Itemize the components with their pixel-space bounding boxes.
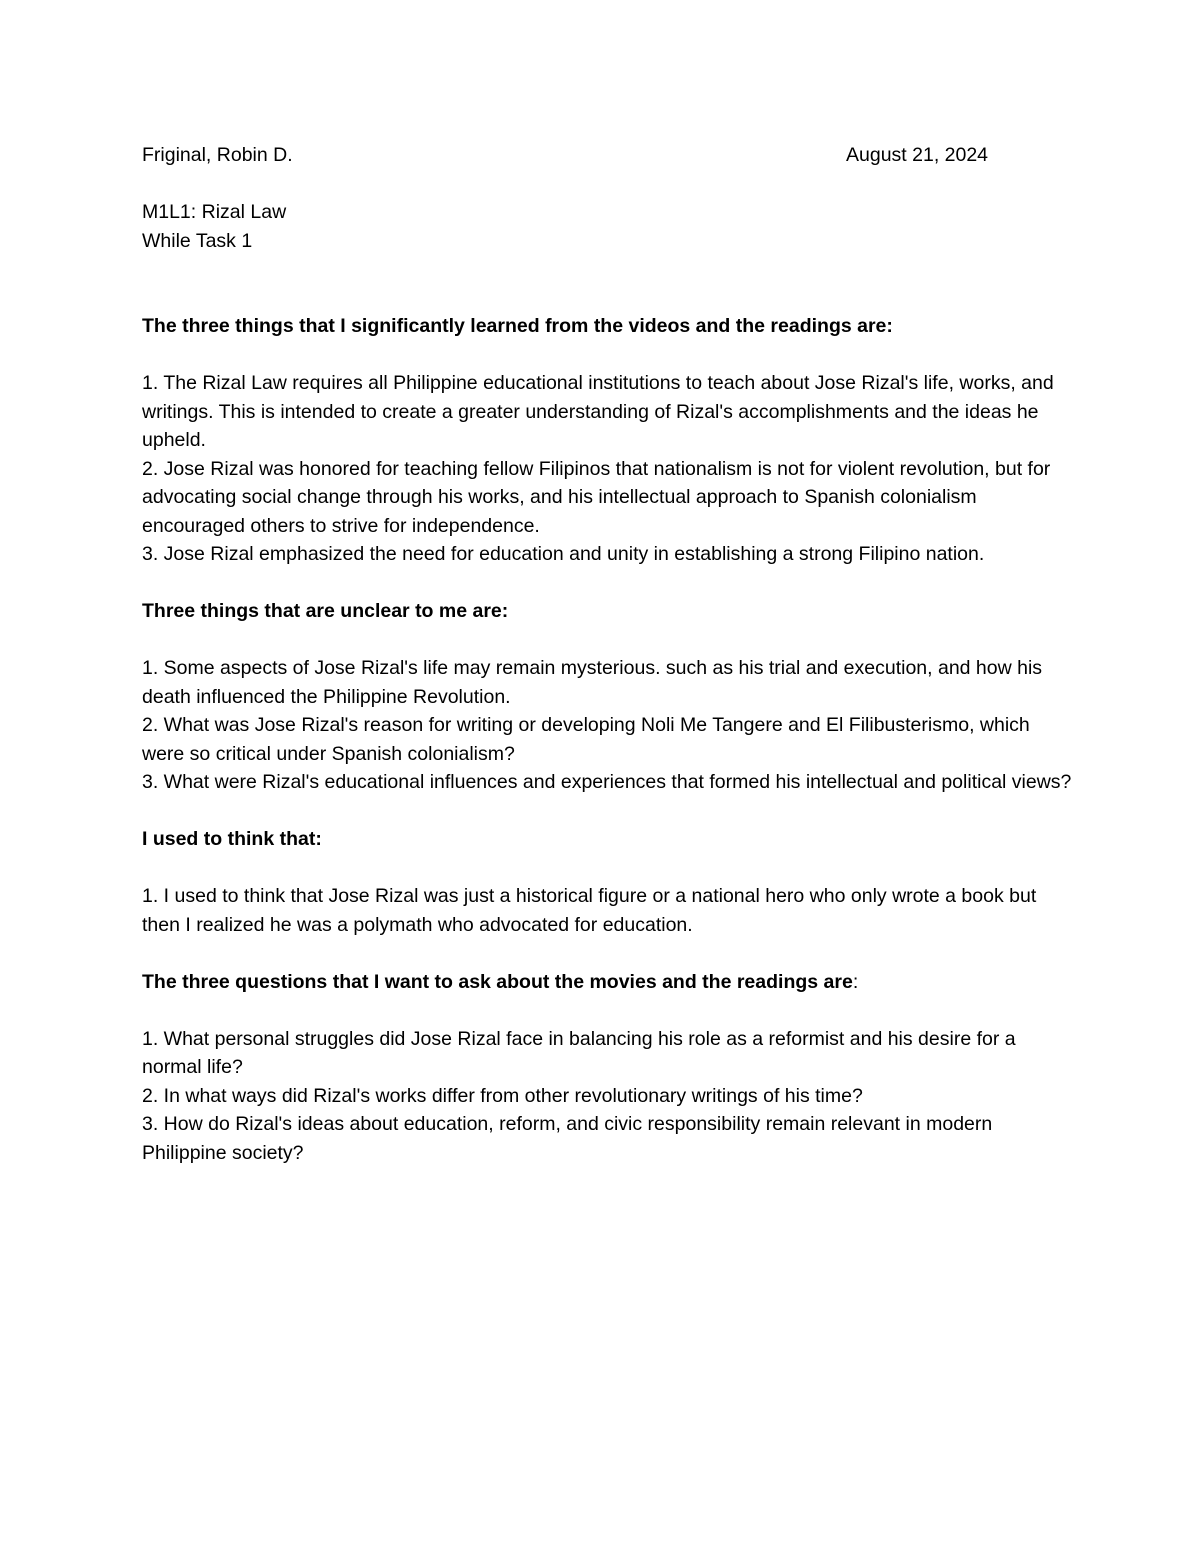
author-name: Friginal, Robin D. [142,144,293,166]
module-title: M1L1: Rizal Law [142,201,287,223]
section-learned [142,312,1072,569]
header-row [142,141,1072,170]
section-heading-questions-colon: : [852,970,859,993]
list-item: 3. Jose Rizal emphasized the need for education and unity in establishing a strong Filipino nation. [142,543,985,565]
task-title: While Task 1 [142,229,253,252]
section-unclear [142,597,1072,797]
section-heading-used-to-think: I used to think that: [142,828,322,850]
list-item: 1. What personal struggles did Jose Rizal face in balancing his role as a reformist and his desire for a normal life? [142,1027,1016,1078]
document-body [142,141,1072,1167]
list-item: 3. What were Rizal's educational influences and experiences that formed his intellectual and political views? [142,771,1072,793]
list-item: 2. What was Jose Rizal's reason for writing or developing Noli Me Tangere and El Filibusterismo, which were so critical under Spanish colonialism? [142,714,1030,765]
list-item: 3. How do Rizal's ideas about education, reform, and civic responsibility remain relevant in modern Philippine society? [142,1113,993,1164]
section-used-to-think [142,825,1072,939]
section-heading-questions-text: The three questions that I want to ask about the movies and the readings are [142,970,853,993]
list-item: 1. I used to think that Jose Rizal was just a historical figure or a national hero who only wrote a book but then I realized he was a polymath who advocated for education. [142,885,1037,936]
list-item: 2. In what ways did Rizal's works differ from other revolutionary writings of his time? [142,1084,863,1107]
section-heading-unclear: Three things that are unclear to me are: [142,600,509,622]
list-item: 1. Some aspects of Jose Rizal's life may remain mysterious. such as his trial and execution, and how his death influenced the Philippine Revolution. [142,657,1043,708]
section-questions [142,968,1072,1168]
list-item: 1. The Rizal Law requires all Philippine educational institutions to teach about Jose Rizal's life, works, and writings. This is intended to create a greater understanding of Rizal's accomplishments and the ideas he upheld. [142,372,1054,451]
section-heading-learned: The three things that I significantly learned from the videos and the readings are: [142,315,893,337]
list-item: 2. Jose Rizal was honored for teaching fellow Filipinos that nationalism is not for violent revolution, but for advocating social change through his works, and his intellectual approach to Spanish colonialism encouraged others to strive for independence. [142,457,1051,537]
section-heading-questions [142,968,1072,997]
document-date: August 21, 2024 [846,144,989,166]
